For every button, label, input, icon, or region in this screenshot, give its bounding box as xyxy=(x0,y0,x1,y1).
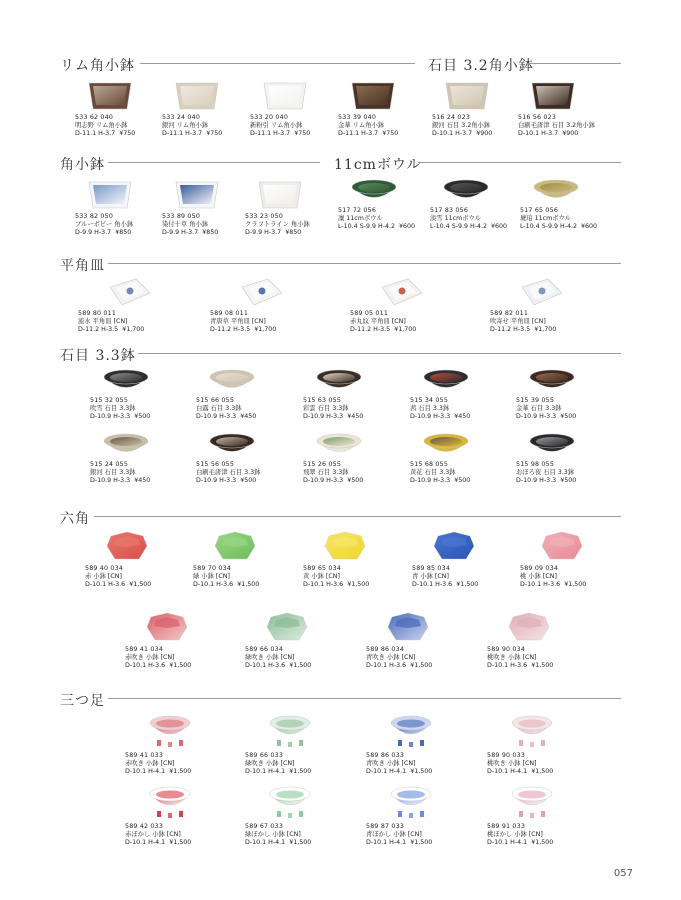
product-name: 青吹き 小鉢 [CN] xyxy=(366,654,416,662)
product-price: ¥850 xyxy=(115,229,132,237)
product-item[interactable] xyxy=(125,611,237,671)
product-dimensions: D-10.1 H-4.1 xyxy=(245,768,286,776)
product-spec xyxy=(366,768,478,776)
product-name: 淡雪 11cmボウル xyxy=(430,215,481,223)
product-photo xyxy=(102,432,150,458)
product-item[interactable] xyxy=(210,277,322,335)
product-dimensions: D-10.1 H-3.6 xyxy=(245,662,286,670)
product-name: 白刷毛唐津 石目 3.2角小鉢 xyxy=(518,122,595,130)
product-dimensions: D-10.9 H-3.3 xyxy=(410,413,451,421)
product-code: 589 41 034 xyxy=(125,646,164,653)
product-item[interactable] xyxy=(196,432,308,486)
product-spec xyxy=(490,326,602,334)
product-code: 589 90 033 xyxy=(487,752,526,759)
product-price: ¥1,500 xyxy=(237,581,260,589)
product-code: 515 26 055 xyxy=(303,461,342,468)
product-price: ¥500 xyxy=(560,477,577,485)
section-divider xyxy=(138,353,621,354)
product-name: クラフトライン 角小鉢 xyxy=(245,221,310,229)
product-item[interactable] xyxy=(245,713,357,777)
product-photo xyxy=(528,368,576,394)
product-code: 589 86 033 xyxy=(366,752,405,759)
product-dimensions: D-10.1 H-3.6 xyxy=(125,662,166,670)
product-price: ¥850 xyxy=(202,229,219,237)
product-spec xyxy=(350,326,462,334)
product-item[interactable] xyxy=(303,368,415,422)
product-spec xyxy=(245,839,357,847)
product-dimensions: D-10.9 H-3.3 xyxy=(516,477,557,485)
product-dimensions: D-9.9 H-3.7 xyxy=(245,229,282,237)
product-spec xyxy=(245,662,357,670)
product-code: 533 39 040 xyxy=(338,114,377,121)
product-item[interactable] xyxy=(366,611,478,671)
product-name: 黄花 石目 3.3鉢 xyxy=(410,469,456,477)
product-spec xyxy=(487,768,599,776)
product-spec xyxy=(516,413,628,421)
product-name: 彩雲 石目 3.3鉢 xyxy=(303,405,349,413)
product-price: ¥1,700 xyxy=(394,326,417,334)
product-photo xyxy=(87,79,133,111)
product-code: 589 09 034 xyxy=(520,565,559,572)
product-name: 茜 石目 3.3鉢 xyxy=(410,405,450,413)
product-item[interactable] xyxy=(366,784,478,848)
product-name: 白刷毛唐津 石目 3.3鉢 xyxy=(196,469,261,477)
product-item[interactable] xyxy=(245,611,357,671)
product-photo xyxy=(87,178,133,210)
product-photo xyxy=(378,277,424,307)
product-price: ¥500 xyxy=(347,477,364,485)
product-item[interactable] xyxy=(245,784,357,848)
product-photo xyxy=(238,277,284,307)
product-code: 533 89 050 xyxy=(162,213,201,220)
product-dimensions: D-11.2 H-3.5 xyxy=(210,326,251,334)
product-dimensions: D-10.1 H-4.1 xyxy=(125,768,166,776)
product-code: 589 08 011 xyxy=(210,310,249,317)
product-code: 589 67 033 xyxy=(245,823,284,830)
product-item[interactable] xyxy=(196,368,308,422)
product-dimensions: D-10.9 H-3.3 xyxy=(90,413,131,421)
product-name: 飛翠 石目 3.3鉢 xyxy=(303,469,349,477)
product-dimensions: D-10.1 H-4.1 xyxy=(366,839,407,847)
product-photo xyxy=(442,178,490,204)
product-photo xyxy=(388,713,434,749)
product-spec xyxy=(520,223,632,231)
product-code: 515 32 055 xyxy=(90,397,129,404)
product-spec xyxy=(303,413,415,421)
product-name: 吹寄せ 平角皿 [CN] xyxy=(490,318,546,326)
product-photo xyxy=(174,79,220,111)
section-divider xyxy=(108,162,320,163)
product-spec xyxy=(412,581,524,589)
section-title: リム角小鉢 xyxy=(60,58,135,74)
product-code: 515 98 055 xyxy=(516,461,555,468)
product-price: ¥1,500 xyxy=(289,662,312,670)
product-price: ¥1,700 xyxy=(254,326,277,334)
product-dimensions: D-10.1 H-3.6 xyxy=(520,581,561,589)
product-item[interactable] xyxy=(303,432,415,486)
product-photo xyxy=(208,432,256,458)
product-price: ¥1,500 xyxy=(289,839,312,847)
product-item[interactable] xyxy=(125,784,237,848)
product-photo xyxy=(102,368,150,394)
product-code: 589 42 033 xyxy=(125,823,164,830)
product-name: 凜 11cmボウル xyxy=(338,215,383,223)
product-item[interactable] xyxy=(303,530,415,590)
product-code: 515 63 055 xyxy=(303,397,342,404)
product-photo xyxy=(265,611,309,643)
product-item[interactable] xyxy=(193,530,305,590)
product-photo xyxy=(388,784,434,820)
product-dimensions: D-11.1 H-3.7 xyxy=(338,130,379,138)
section-divider xyxy=(94,516,621,517)
section-title: 平角皿 xyxy=(60,258,105,274)
product-dimensions: D-10.1 H-3.7 xyxy=(432,130,473,138)
product-name: 吹雪 石目 3.3鉢 xyxy=(90,405,136,413)
product-code: 515 39 055 xyxy=(516,397,555,404)
product-name: 桃ぼかし 小鉢 [CN] xyxy=(487,831,543,839)
section-title: 石目 3.2角小鉢 xyxy=(428,58,534,74)
page-number: 057 xyxy=(613,868,633,879)
product-item[interactable] xyxy=(516,432,628,486)
product-dimensions: L-10.4 S-9.9 H-4.2 xyxy=(520,223,577,231)
product-code: 516 24 023 xyxy=(432,114,471,121)
product-photo xyxy=(213,530,257,562)
product-item[interactable] xyxy=(410,432,522,486)
product-code: 589 82 011 xyxy=(490,310,529,317)
product-photo xyxy=(432,530,476,562)
product-dimensions: D-11.2 H-3.5 xyxy=(490,326,531,334)
product-spec xyxy=(487,662,599,670)
product-code: 515 56 055 xyxy=(196,461,235,468)
product-price: ¥450 xyxy=(347,413,364,421)
product-code: 517 65 056 xyxy=(520,207,559,214)
product-name: 新粉引 リム角小鉢 xyxy=(250,122,303,130)
product-photo xyxy=(386,611,430,643)
product-name: 桃吹き 小鉢 [CN] xyxy=(487,654,537,662)
product-photo xyxy=(509,784,555,820)
product-name: 緑吹き 小鉢 [CN] xyxy=(245,654,295,662)
product-name: 銀河 リム角小鉢 xyxy=(162,122,209,130)
product-name: 明志野 リム角小鉢 xyxy=(75,122,128,130)
product-price: ¥1,500 xyxy=(347,581,370,589)
product-photo xyxy=(208,368,256,394)
product-spec xyxy=(410,477,522,485)
product-name: 銀河 石目 3.3鉢 xyxy=(90,469,136,477)
product-photo xyxy=(507,611,551,643)
product-photo xyxy=(315,432,363,458)
product-item[interactable] xyxy=(85,530,197,590)
product-spec xyxy=(410,413,522,421)
product-price: ¥1,500 xyxy=(169,662,192,670)
product-price: ¥750 xyxy=(294,130,311,138)
product-dimensions: D-10.1 H-4.1 xyxy=(366,768,407,776)
product-dimensions: D-10.1 H-4.1 xyxy=(125,839,166,847)
product-spec xyxy=(487,839,599,847)
section-divider xyxy=(527,63,621,64)
product-spec xyxy=(210,326,322,334)
product-name: 赤吹き 小鉢 [CN] xyxy=(125,654,175,662)
product-code: 589 05 011 xyxy=(350,310,389,317)
product-name: ブルーボビー 角小鉢 xyxy=(75,221,134,229)
product-spec xyxy=(303,477,415,485)
product-dimensions: D-10.1 H-3.6 xyxy=(366,662,407,670)
section-divider xyxy=(418,162,621,163)
product-dimensions: D-11.2 H-3.5 xyxy=(78,326,119,334)
product-code: 589 41 033 xyxy=(125,752,164,759)
product-item[interactable] xyxy=(410,368,522,422)
product-code: 533 62 040 xyxy=(75,114,114,121)
product-price: ¥1,500 xyxy=(289,768,312,776)
product-name: 赤ぼかし 小鉢 [CN] xyxy=(125,831,181,839)
product-photo xyxy=(422,368,470,394)
product-spec xyxy=(193,581,305,589)
product-name: 緑吹き 小鉢 [CN] xyxy=(245,760,295,768)
product-dimensions: D-10.1 H-4.1 xyxy=(487,768,528,776)
section-divider xyxy=(108,698,621,699)
product-spec xyxy=(516,477,628,485)
product-photo xyxy=(540,530,584,562)
product-spec xyxy=(125,662,237,670)
product-photo xyxy=(323,530,367,562)
product-dimensions: D-11.1 H-3.7 xyxy=(162,130,203,138)
product-item[interactable] xyxy=(520,530,632,590)
product-price: ¥1,500 xyxy=(456,581,479,589)
product-dimensions: D-10.9 H-3.3 xyxy=(303,413,344,421)
product-photo xyxy=(532,178,580,204)
product-price: ¥450 xyxy=(134,477,151,485)
product-photo xyxy=(422,432,470,458)
product-code: 589 66 034 xyxy=(245,646,284,653)
product-price: ¥900 xyxy=(562,130,579,138)
product-item[interactable] xyxy=(490,277,602,335)
product-dimensions: D-9.9 H-3.7 xyxy=(75,229,112,237)
product-name: 流水 平角皿 [CN] xyxy=(78,318,128,326)
product-item[interactable] xyxy=(516,368,628,422)
product-price: ¥1,500 xyxy=(564,581,587,589)
section-title: 三つ足 xyxy=(60,693,105,709)
product-dimensions: D-10.1 H-3.6 xyxy=(303,581,344,589)
product-price: ¥500 xyxy=(240,477,257,485)
product-name: 緑 小鉢 [CN] xyxy=(193,573,230,581)
product-name: 青吹き 小鉢 [CN] xyxy=(366,760,416,768)
product-price: ¥1,500 xyxy=(531,768,554,776)
product-code: 533 24 040 xyxy=(162,114,201,121)
product-dimensions: D-10.9 H-3.3 xyxy=(196,413,237,421)
product-name: 桃吹き 小鉢 [CN] xyxy=(487,760,537,768)
product-name: 琥珀 11cmボウル xyxy=(520,215,571,223)
product-name: 銀河 石目 3.2角小鉢 xyxy=(432,122,491,130)
product-dimensions: L-10.4 S-9.9 H-4.2 xyxy=(430,223,487,231)
product-code: 515 66 055 xyxy=(196,397,235,404)
product-dimensions: D-11.1 H-3.7 xyxy=(75,130,116,138)
product-code: 589 90 034 xyxy=(487,646,526,653)
product-dimensions: D-10.1 H-3.6 xyxy=(193,581,234,589)
product-photo xyxy=(350,79,396,111)
product-spec xyxy=(245,768,357,776)
product-spec xyxy=(366,662,478,670)
product-dimensions: D-10.9 H-3.3 xyxy=(410,477,451,485)
section-divider xyxy=(108,263,621,264)
product-item[interactable] xyxy=(350,277,462,335)
product-dimensions: D-10.1 H-3.6 xyxy=(412,581,453,589)
product-name: 緑ぼかし 小鉢 [CN] xyxy=(245,831,301,839)
product-price: ¥1,500 xyxy=(410,662,433,670)
product-code: 589 70 034 xyxy=(193,565,232,572)
product-name: 白露 石目 3.3鉢 xyxy=(196,405,242,413)
product-price: ¥1,500 xyxy=(169,768,192,776)
product-code: 515 34 055 xyxy=(410,397,449,404)
product-photo xyxy=(106,277,152,307)
product-photo xyxy=(444,79,490,111)
product-price: ¥500 xyxy=(560,413,577,421)
product-dimensions: D-10.9 H-3.3 xyxy=(303,477,344,485)
product-photo xyxy=(147,713,193,749)
product-dimensions: D-11.2 H-3.5 xyxy=(350,326,391,334)
product-price: ¥1,500 xyxy=(410,768,433,776)
product-name: 金華 石目 3.3鉢 xyxy=(516,405,562,413)
section-title: 六角 xyxy=(60,511,90,527)
product-code: 533 23 050 xyxy=(245,213,284,220)
product-code: 589 65 034 xyxy=(303,565,342,572)
product-price: ¥1,700 xyxy=(122,326,145,334)
product-photo xyxy=(262,79,308,111)
product-code: 517 72 056 xyxy=(338,207,377,214)
product-dimensions: D-10.1 H-3.6 xyxy=(487,662,528,670)
product-name: 青唐草 平角皿 [CN] xyxy=(210,318,266,326)
product-name: 赤丸紋 平角皿 [CN] xyxy=(350,318,406,326)
product-item[interactable] xyxy=(518,79,630,139)
product-price: ¥450 xyxy=(240,413,257,421)
product-photo xyxy=(350,178,398,204)
product-price: ¥1,500 xyxy=(531,839,554,847)
product-spec xyxy=(303,581,415,589)
product-price: ¥600 xyxy=(581,223,598,231)
product-price: ¥1,500 xyxy=(531,662,554,670)
product-spec xyxy=(520,581,632,589)
product-dimensions: D-10.1 H-4.1 xyxy=(487,839,528,847)
product-price: ¥750 xyxy=(382,130,399,138)
product-dimensions: D-10.1 H-3.7 xyxy=(518,130,559,138)
product-name: 桃 小鉢 [CN] xyxy=(520,573,557,581)
product-photo xyxy=(174,178,220,210)
product-item[interactable] xyxy=(487,713,599,777)
product-item[interactable] xyxy=(78,277,190,335)
product-code: 533 82 050 xyxy=(75,213,114,220)
product-photo xyxy=(518,277,564,307)
product-name: 赤吹き 小鉢 [CN] xyxy=(125,760,175,768)
product-spec xyxy=(78,326,190,334)
product-photo xyxy=(257,178,303,210)
product-spec xyxy=(366,839,478,847)
product-name: 赤 小鉢 [CN] xyxy=(85,573,122,581)
product-price: ¥500 xyxy=(134,413,151,421)
product-code: 589 80 011 xyxy=(78,310,117,317)
product-spec xyxy=(125,839,237,847)
product-code: 589 87 033 xyxy=(366,823,405,830)
product-spec xyxy=(90,477,202,485)
product-code: 515 24 055 xyxy=(90,461,129,468)
section-title: 石目 3.3鉢 xyxy=(60,348,136,364)
product-spec xyxy=(90,413,202,421)
product-code: 517 83 056 xyxy=(430,207,469,214)
product-item[interactable] xyxy=(520,178,632,232)
product-price: ¥600 xyxy=(399,223,416,231)
product-price: ¥750 xyxy=(206,130,223,138)
product-dimensions: L-10.4 S-9.9 H-4.2 xyxy=(338,223,395,231)
product-code: 533 20 040 xyxy=(250,114,289,121)
product-photo xyxy=(145,611,189,643)
product-code: 515 68 055 xyxy=(410,461,449,468)
product-photo xyxy=(315,368,363,394)
product-code: 589 40 034 xyxy=(85,565,124,572)
product-name: 青 小鉢 [CN] xyxy=(412,573,449,581)
product-item[interactable] xyxy=(412,530,524,590)
product-spec xyxy=(125,768,237,776)
product-price: ¥1,500 xyxy=(129,581,152,589)
product-dimensions: D-11.1 H-3.7 xyxy=(250,130,291,138)
product-code: 589 91 033 xyxy=(487,823,526,830)
section-title: 11cmボウル xyxy=(334,157,422,173)
product-name: 染付十草 角小鉢 xyxy=(162,221,209,229)
product-name: 黄 小鉢 [CN] xyxy=(303,573,340,581)
product-name: 金華 リム角小鉢 xyxy=(338,122,385,130)
product-item[interactable] xyxy=(487,611,599,671)
product-item[interactable] xyxy=(487,784,599,848)
product-price: ¥750 xyxy=(119,130,136,138)
product-photo xyxy=(267,784,313,820)
product-name: おぼろ夜 石目 3.3鉢 xyxy=(516,469,575,477)
product-price: ¥500 xyxy=(454,477,471,485)
product-name: 青ぼかし 小鉢 [CN] xyxy=(366,831,422,839)
product-price: ¥900 xyxy=(476,130,493,138)
product-photo xyxy=(147,784,193,820)
product-item[interactable] xyxy=(125,713,237,777)
product-photo xyxy=(105,530,149,562)
product-code: 589 85 034 xyxy=(412,565,451,572)
product-photo xyxy=(267,713,313,749)
section-title: 角小鉢 xyxy=(60,157,105,173)
product-price: ¥450 xyxy=(454,413,471,421)
product-item[interactable] xyxy=(90,368,202,422)
product-code: 589 86 034 xyxy=(366,646,405,653)
product-dimensions: D-10.9 H-3.3 xyxy=(196,477,237,485)
product-dimensions: D-10.9 H-3.3 xyxy=(516,413,557,421)
product-price: ¥1,500 xyxy=(169,839,192,847)
product-spec xyxy=(196,413,308,421)
product-item[interactable] xyxy=(366,713,478,777)
product-dimensions: D-10.1 H-4.1 xyxy=(245,839,286,847)
product-spec xyxy=(196,477,308,485)
product-dimensions: D-10.9 H-3.3 xyxy=(90,477,131,485)
product-code: 589 66 033 xyxy=(245,752,284,759)
product-spec xyxy=(85,581,197,589)
product-spec xyxy=(518,130,630,138)
product-price: ¥600 xyxy=(491,223,508,231)
product-price: ¥850 xyxy=(285,229,302,237)
product-item[interactable] xyxy=(90,432,202,486)
product-photo xyxy=(528,432,576,458)
product-code: 516 56 023 xyxy=(518,114,557,121)
product-dimensions: D-10.1 H-3.6 xyxy=(85,581,126,589)
product-price: ¥1,700 xyxy=(534,326,557,334)
product-price: ¥1,500 xyxy=(410,839,433,847)
product-photo xyxy=(509,713,555,749)
section-divider xyxy=(140,63,415,64)
product-dimensions: D-9.9 H-3.7 xyxy=(162,229,199,237)
product-photo xyxy=(530,79,576,111)
